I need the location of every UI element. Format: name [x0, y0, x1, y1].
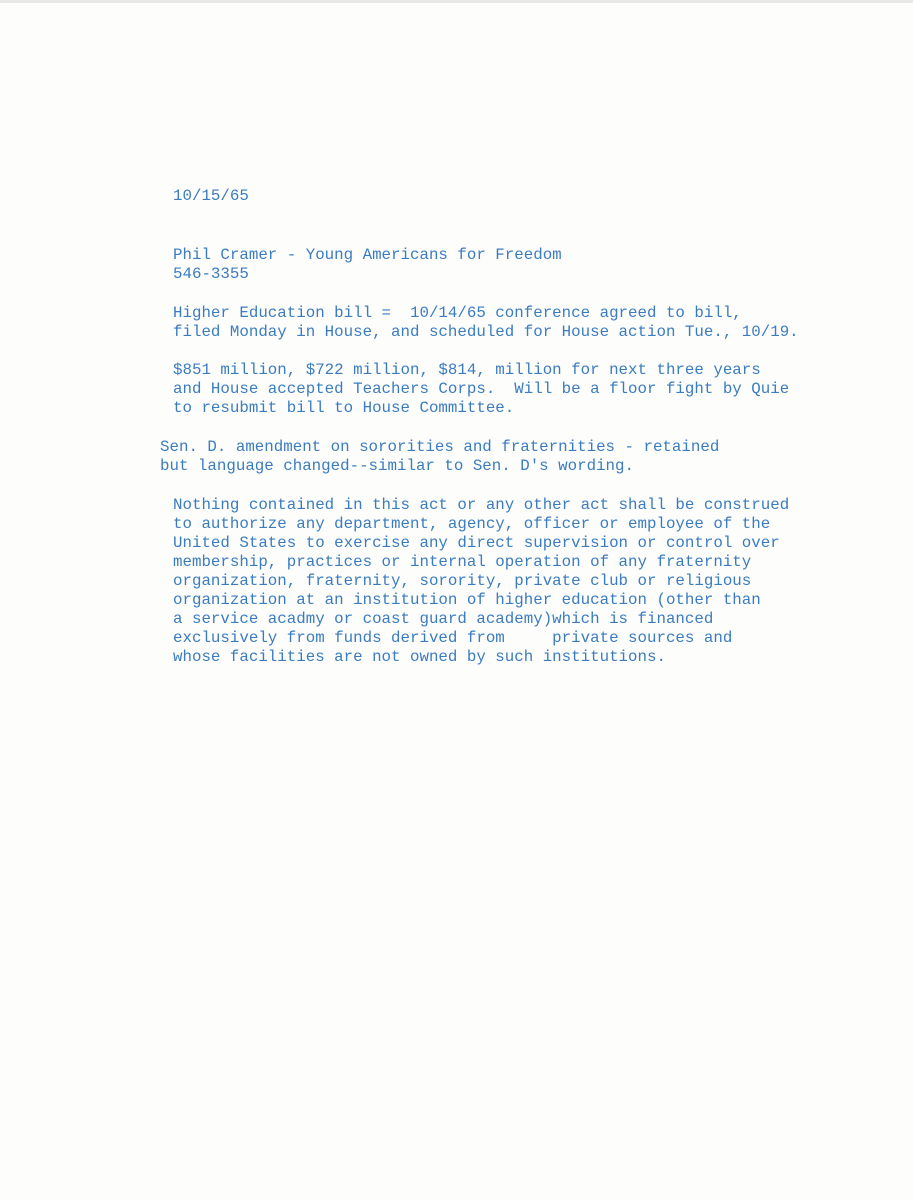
- text-line: organization at an institution of higher education (other than: [173, 591, 761, 609]
- text-line: to resubmit bill to House Committee.: [173, 399, 515, 417]
- text-line: Sen. D. amendment on sororities and fraternities - retained: [160, 438, 720, 456]
- text-line: organization, fraternity, sorority, private club or religious: [173, 572, 752, 590]
- text-line: $851 million, $722 million, $814, million for next three years: [173, 361, 761, 379]
- page-edge: [0, 0, 913, 3]
- text-line: Higher Education bill = 10/14/65 conference agreed to bill,: [173, 304, 742, 322]
- text-line: but language changed--similar to Sen. D's wording.: [160, 457, 634, 475]
- text-line: filed Monday in House, and scheduled for House action Tue., 10/19.: [173, 323, 799, 341]
- memo-date: 10/15/65: [173, 187, 249, 205]
- contact-phone: 546-3355: [173, 265, 249, 283]
- text-line: membership, practices or internal operation of any fraternity: [173, 553, 752, 571]
- text-line: Nothing contained in this act or any other act shall be construed: [173, 496, 790, 514]
- text-line: a service acadmy or coast guard academy)which is financed: [173, 610, 714, 628]
- text-line: to authorize any department, agency, officer or employee of the: [173, 515, 771, 533]
- text-line: whose facilities are not owned by such institutions.: [173, 648, 666, 666]
- text-line: United States to exercise any direct supervision or control over: [173, 534, 780, 552]
- contact-name: Phil Cramer - Young Americans for Freedom: [173, 246, 562, 264]
- text-line: exclusively from funds derived from private sources and: [173, 629, 733, 647]
- text-line: and House accepted Teachers Corps. Will be a floor fight by Quie: [173, 380, 790, 398]
